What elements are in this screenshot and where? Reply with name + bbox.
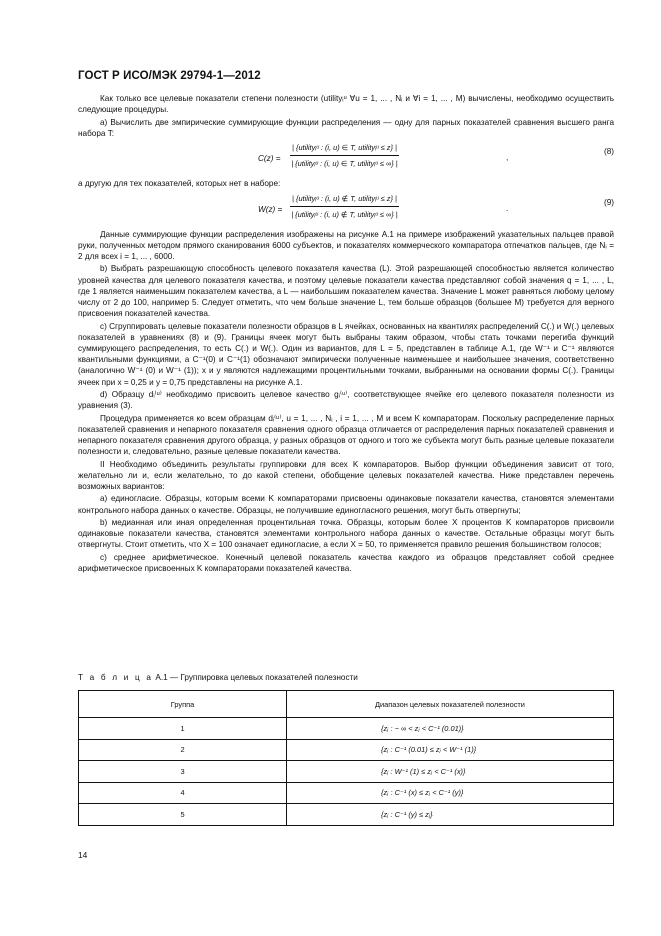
paragraph: c) среднее арифметическое. Конечный целевой показатель качества каждого из образцов представляет собой среднее арифметическое присвоенных K компараторами показателей качества. [78, 552, 614, 573]
group-cell: 4 [79, 782, 287, 804]
formula-fraction [290, 142, 399, 169]
paragraph: b) медианная или иная определенная процентильная точка. Образцы, которым более X процентов K компараторов присвоили одинаковые показатели качества, становятся элементами контрольного набора данных о качестве. Остальные образцы могут быть отвергнуты. Стоит отметить, что X = 100 означает единогласие, а если X = 50, то применяется правило решения большинством голосов; [78, 517, 614, 550]
range-cell: {zⱼ : C⁻¹ (x) ≤ zⱼ < C⁻¹ (y)} [287, 782, 614, 804]
document-header: ГОСТ Р ИСО/МЭК 29794-1—2012 [78, 70, 261, 82]
paragraph: II Необходимо объединить результаты группировки для всех K компараторов. Выбор функции объединения зависит от того, желательно ли и, если желательно, то до какой степени, обобщение целевых показателей качества. Ниже представлен перечень возможных вариантов: [78, 459, 614, 491]
formula-denominator: | {utilityᵢᵘ : (i, u) ∉ T, utilityᵢᵘ ≤ ∞} | [291, 209, 398, 219]
range-cell: {zⱼ : − ∞ < zⱼ < C⁻¹ (0.01)} [287, 718, 614, 740]
grouping-table [78, 690, 614, 826]
page-number: 14 [78, 850, 88, 860]
table-row [79, 761, 614, 783]
paragraph: а другую для тех показателей, которых нет в наборе: [78, 179, 281, 189]
table-row [79, 782, 614, 804]
body-text [78, 93, 614, 575]
paragraph: c) Сгруппировать целевые показатели полезности образцов в L ячейках, основанных на квантилях распределений C(.) и W(.) целевых показателей в уравнениях (8) и (9). Границы ячеек могут быть выбраны таким образом, чтобы стать точками перегиба функций суммирующего распределения, то есть C(.) и W(.). Один из вариантов, для L = 5, представлен в таблице А.1, где W⁻¹ и C⁻¹ являются квантильными функциями, а C⁻¹(0) и C⁻¹(1) обозначают эмпирически полученные наименьшее и наибольшее значения, соответственно (аналогично W⁻¹ (0) и W⁻¹ (1)); x и y являются надлежащими процентильными точками, выбранными на основании формы C(.). Границы ячеек при x = 0,25 и y = 0,75 представлены на рисунке А.1. [78, 321, 614, 387]
range-cell: {zⱼ : C⁻¹ (y) ≤ zⱼ} [287, 804, 614, 826]
table-caption-prefix: Т а б л и ц а [78, 673, 154, 682]
paragraph: Процедура применяется ко всем образцам dᵢ⁽ᵘ⁾, u = 1, ... , Nᵢ , i = 1, ... , M и всем K компараторам. Поскольку распределение парных показателей сравнения и непарного показателя сравнения одного образца отличается от распределения парных показателей сравнения и непарного показателя сравнения другого образца, у разных образцов от одного и того же субъекта могут быть разные целевые показатели полезности и, следовательно, разные целевые показатели качества. [78, 413, 614, 457]
group-cell: 1 [79, 718, 287, 740]
equation-number: (9) [603, 197, 614, 207]
table-row [79, 804, 614, 826]
formula-denominator: | {utilityᵢᵘ : (i, u) ∈ T, utilityᵢᵘ ≤ ∞} | [291, 159, 398, 169]
table-row [79, 739, 614, 761]
paragraph: Как только все целевые показатели степени полезности (utilityᵢᵘ ∀u = 1, ... , Nᵢ и ∀i = 1, ... , M) вычислены, необходимо осуществить следующие процедуры. [78, 94, 614, 115]
column-header: Группа [79, 691, 287, 718]
formula-punctuation: . [506, 203, 509, 213]
paragraph: d) Образцу dᵢ⁽ᵘ⁾ необходимо присвоить целевое качество gᵢ⁽ᵘ⁾, соответствующее ячейке его целевого показателя полезности из уравнения (3). [78, 389, 614, 411]
group-cell: 5 [79, 804, 287, 826]
formula-numerator: | {utilityᵢᵘ : (i, u) ∈ T, utilityᵢᵘ ≤ z} | [290, 142, 399, 156]
table-row [79, 718, 614, 740]
formula-8 [78, 140, 614, 176]
table-caption-text: А.1 — Группировка целевых показателей полезности [153, 673, 358, 682]
range-cell: {zⱼ : W⁻¹ (1) ≤ zⱼ < C⁻¹ (x)} [287, 761, 614, 783]
formula-fraction [290, 193, 399, 220]
group-cell: 2 [79, 739, 287, 761]
paragraph: a) единогласие. Образцы, которым всеми K компараторами присвоены одинаковые показатели качества, становятся элементами контрольного набора данных о качестве. Образцы, не получившие единогласного решения, могут быть отвергнуты; [78, 494, 614, 515]
equation-number: (8) [603, 147, 614, 157]
paragraph: Данные суммирующие функции распределения изображены на рисунке А.1 на примере изображений указательных пальцев правой руки, полученных методом прямого сканирования 6000 субъектов, и показателях коммерческого компаратора отпечатков пальцев, где Nᵢ = 2 для всех i = 1, ... , 6000. [78, 229, 614, 261]
group-cell: 3 [79, 761, 287, 783]
formula-numerator: | {utilityᵢᵘ : (i, u) ∉ T, utilityᵢᵘ ≤ z} | [290, 193, 399, 207]
paragraph: b) Выбрать разрешающую способность целевого показателя качества (L). Этой разрешающей способностью является количество уровней качества для целевого показателя качества, и поэтому целевые показатели качества представляют собой значения q = 1, ... , L, где 1 является наименьшим показателем качества, а L — наибольшим показателем качества. Значение L может равняться любому целому числу от 2 до 100, например 5. Следует отметить, что чем больше значение L, тем больше образцов (большее M) требуется для верного присвоения показателей качества. [78, 264, 614, 319]
paragraph: a) Вычислить две эмпирические суммирующие функции распределения — одну для парных показателей сравнения высшего ранга набора T: [78, 117, 614, 138]
table-caption [78, 673, 358, 682]
range-cell: {zⱼ : C⁻¹ (0.01) ≤ zⱼ < W⁻¹ (1)} [287, 739, 614, 761]
formula-lhs: W(z) = [258, 204, 283, 214]
formula-punctuation: , [506, 153, 509, 163]
column-header: Диапазон целевых показателей полезности [287, 691, 614, 718]
formula-9 [78, 191, 614, 227]
table-header-row [79, 691, 614, 718]
formula-lhs: C(z) = [258, 154, 281, 164]
